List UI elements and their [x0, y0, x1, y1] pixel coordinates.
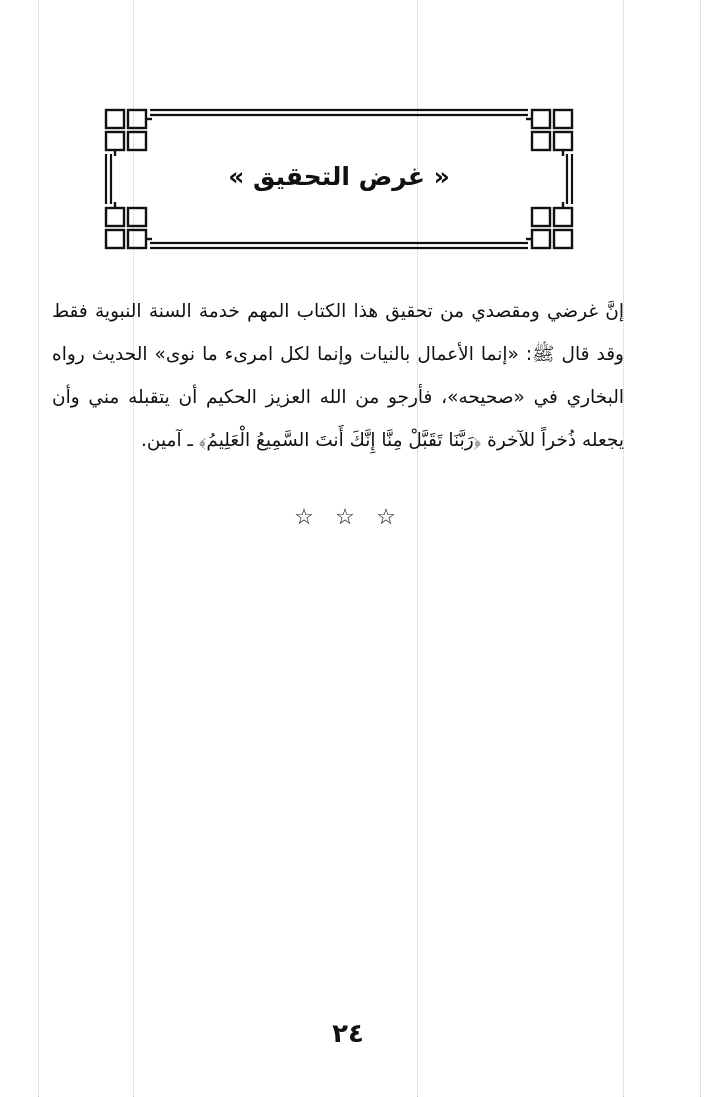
star-icon: ☆ — [294, 505, 314, 530]
scan-guide-line — [700, 0, 701, 1097]
page-number: ٢٤ — [332, 1019, 364, 1049]
chapter-title-frame — [104, 108, 574, 250]
chapter-title: « غرض التحقيق » — [228, 162, 450, 191]
star-icon: ☆ — [376, 505, 396, 530]
section-separator — [290, 504, 400, 532]
scan-guide-line — [38, 0, 39, 1097]
scan-guide-line — [623, 0, 624, 1097]
star-icon: ☆ — [335, 505, 355, 530]
body-paragraph-block — [52, 290, 624, 462]
body-paragraph: إنَّ غرضي ومقصدي من تحقيق هذا الكتاب المهم خدمة السنة النبوية فقط وقد قال ﷺ: «إنما الأعمال بالنيات وإنما لكل امرىء ما نوى» الحديث رواه البخاري في «صحيحه»، فأرجو من الله العزيز الحكيم أن يتقبله مني وأن يجعله ذُخراً للآخرة ﴿رَبَّنَا تَقَبَّلْ مِنَّا إِنَّكَ أَنتَ السَّمِيعُ الْعَلِيمُ﴾ ـ آمين. — [52, 301, 624, 451]
